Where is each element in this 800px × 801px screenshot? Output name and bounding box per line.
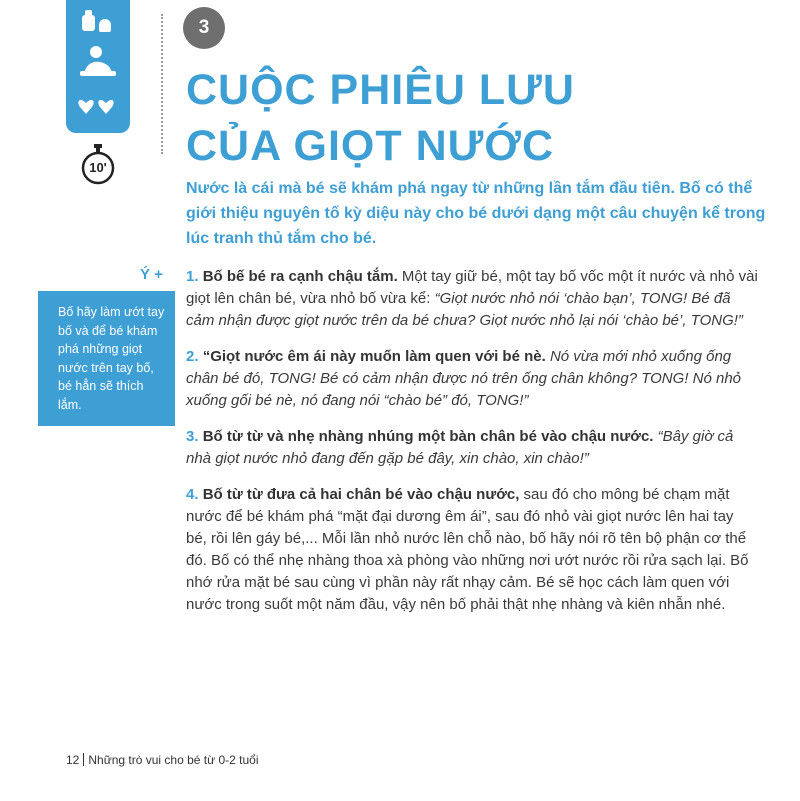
baby-bottle-icon [82, 10, 111, 32]
step-number-badge: 3 [183, 7, 225, 49]
page-title [186, 62, 575, 174]
instruction-item [186, 346, 758, 412]
instruction-list [186, 266, 758, 630]
item-quote: “Giọt nước nhỏ nói ‘chào bạn’, TONG! Bé đã cảm nhận được giọt nước trên da bé chưa? Giọt nước nhỏ lại nói ‘chào bé’, TONG!” [186, 290, 743, 329]
note-label: Ý + [140, 266, 163, 283]
title-line-2: CỦA GIỌT NƯỚC [186, 122, 555, 170]
activity-side-tab [66, 0, 130, 133]
book-title: Những trò vui cho bé từ 0-2 tuổi [88, 753, 259, 767]
dotted-divider [161, 14, 163, 154]
page-footer [66, 753, 259, 767]
timer-duration: 10' [89, 160, 107, 175]
instruction-item [186, 484, 758, 616]
tip-text: Bố hãy làm ướt tay bố và để bé khám phá những giọt nước trên tay bố, bé hẳn sẽ thích lắm. [58, 305, 165, 412]
crawling-baby-icon [80, 46, 116, 76]
item-number: 3. [186, 428, 199, 445]
item-lead: “Giọt nước êm ái này muốn làm quen với bé nè. [202, 348, 546, 365]
item-lead: Bố bế bé ra cạnh chậu tắm. [202, 268, 398, 285]
item-number: 4. [186, 486, 199, 503]
item-quote: “Bây giờ cả nhà giọt nước nhỏ đang đến gặp bé đây, xin chào, xin chào!” [186, 428, 734, 467]
title-line-1: CUỘC PHIÊU LƯU [186, 66, 575, 114]
hearts-icon [78, 100, 113, 114]
item-text: sau đó cho mông bé chạm mặt nước để bé khám phá “mặt đại dương êm ái”, sau đó nhỏ vài giọt nước lên hai tay bé, rồi lên gáy bé,... Mỗi lần nhỏ nước lên chỗ nào, bố hãy nói rõ tên bộ phận cơ thể đó. Bố có thể nhẹ nhàng thoa xà phòng vào những nơi ướt nước rồi rửa sạch lại. Bố nhớ rửa mặt bé sau cùng vì phần này rất nhạy cảm. Bé sẽ học cách làm quen với nước trong suốt một năm đầu, vậy nên bố phải thật nhẹ nhàng và kiên nhẫn nhé. [186, 486, 749, 613]
intro-paragraph: Nước là cái mà bé sẽ khám phá ngay từ những lần tắm đầu tiên. Bố có thể giới thiệu nguyên tố kỳ diệu này cho bé dưới dạng một câu chuyện kể trong lúc tranh thủ tắm cho bé. [186, 180, 766, 247]
tip-box [38, 291, 175, 426]
timer-icon [80, 144, 116, 190]
item-lead: Bố từ từ đưa cả hai chân bé vào chậu nước, [202, 486, 520, 503]
instruction-item [186, 426, 758, 470]
item-lead: Bố từ từ và nhẹ nhàng nhúng một bàn chân bé vào chậu nước. [202, 428, 654, 445]
item-number: 2. [186, 348, 199, 365]
item-text: Một tay giữ bé, một tay bố vốc một ít nước và nhỏ vài giọt lên chân bé, vừa nhỏ bố vừa kể: [186, 268, 758, 307]
item-quote: Nó vừa mới nhỏ xuống ống chân bé đó, TONG! Bé có cảm nhận được nó trên ống chân không? TONG! Nó nhỏ xuống gối bé nè, nó đang nói “chào bé” đó, TONG!” [186, 348, 742, 409]
page-number: 12 [66, 753, 80, 767]
footer-separator [83, 753, 84, 766]
item-number: 1. [186, 268, 199, 285]
instruction-item [186, 266, 758, 332]
